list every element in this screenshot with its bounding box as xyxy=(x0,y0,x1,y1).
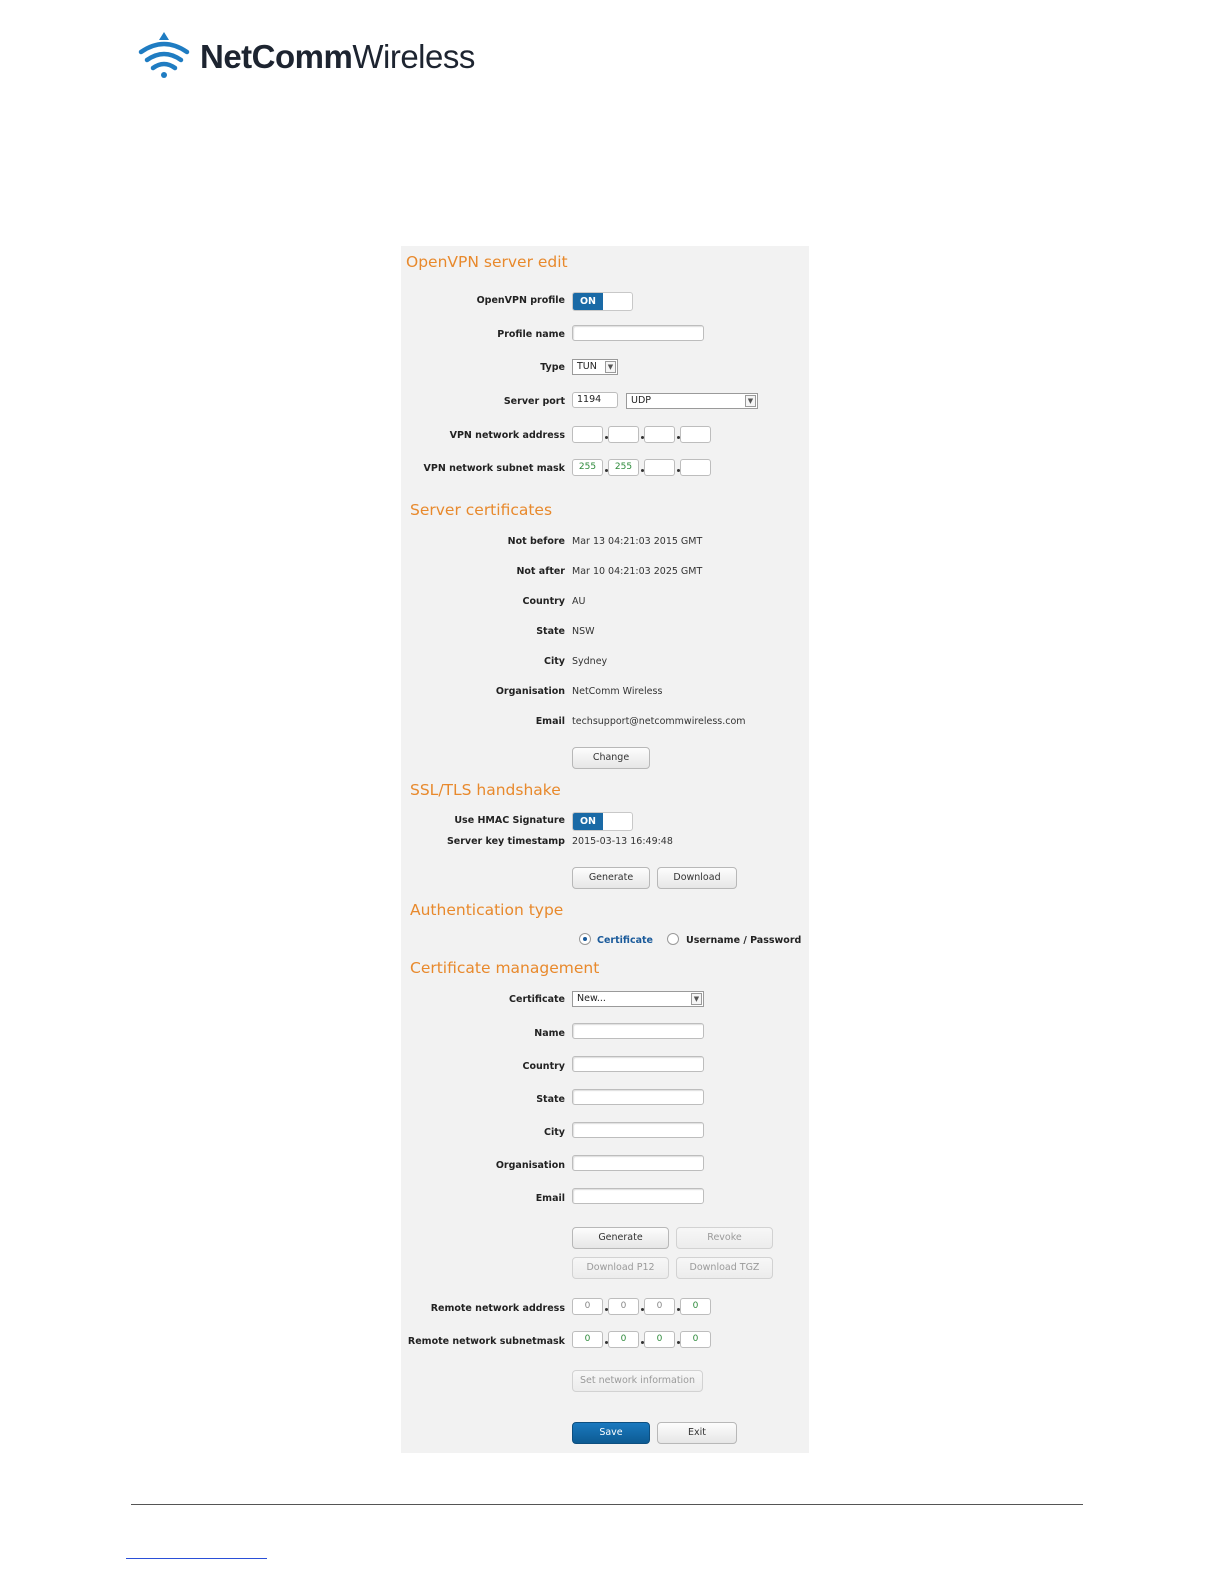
cert-organisation-input[interactable] xyxy=(572,1155,704,1171)
openvpn-profile-label: OpenVPN profile xyxy=(476,295,565,306)
cert-email-label: Email xyxy=(535,1193,565,1204)
remote-address-octet-2[interactable]: 0 xyxy=(608,1298,639,1315)
change-button[interactable]: Change xyxy=(572,747,650,769)
vpn-mask-octet-4[interactable] xyxy=(680,459,711,476)
vpn-address-octet-4[interactable] xyxy=(680,426,711,443)
organisation-label: Organisation xyxy=(495,686,565,697)
cert-city-input[interactable] xyxy=(572,1122,704,1138)
brand-name: NetCommWireless xyxy=(200,38,475,75)
cert-organisation-label: Organisation xyxy=(495,1160,565,1171)
not-before-label: Not before xyxy=(507,536,565,547)
type-select[interactable]: TUN ▼ xyxy=(572,359,618,375)
email-value: techsupport@netcommwireless.com xyxy=(572,716,746,727)
vpn-address-octet-3[interactable] xyxy=(644,426,675,443)
country-label: Country xyxy=(522,596,565,607)
city-label: City xyxy=(544,656,565,667)
hmac-signature-label: Use HMAC Signature xyxy=(454,815,565,826)
vpn-mask-octet-1[interactable]: 255 xyxy=(572,459,603,476)
email-label: Email xyxy=(535,716,565,727)
protocol-select[interactable]: UDP ▼ xyxy=(626,393,758,409)
not-after-label: Not after xyxy=(516,566,565,577)
vpn-subnet-mask-label: VPN network subnet mask xyxy=(423,463,565,474)
cert-state-input[interactable] xyxy=(572,1089,704,1105)
radio-username-password-label: Username / Password xyxy=(686,935,802,946)
vpn-address-octet-2[interactable] xyxy=(608,426,639,443)
profile-name-label: Profile name xyxy=(497,329,565,340)
state-label: State xyxy=(536,626,565,637)
cert-city-label: City xyxy=(544,1127,565,1138)
certificate-select[interactable]: New... ▼ xyxy=(572,991,704,1007)
server-port-input[interactable]: 1194 xyxy=(572,392,618,408)
revoke-button[interactable]: Revoke xyxy=(676,1227,773,1249)
vpn-mask-octet-2[interactable]: 255 xyxy=(608,459,639,476)
state-value: NSW xyxy=(572,626,595,637)
cert-country-input[interactable] xyxy=(572,1056,704,1072)
not-before-value: Mar 13 04:21:03 2015 GMT xyxy=(572,536,703,547)
server-key-timestamp-value: 2015-03-13 16:49:48 xyxy=(572,836,673,847)
remote-network-address-label: Remote network address xyxy=(430,1303,565,1314)
remote-mask-octet-3[interactable]: 0 xyxy=(644,1331,675,1348)
footer-link-underline xyxy=(126,1558,267,1559)
chevron-down-icon: ▼ xyxy=(745,395,756,407)
not-after-value: Mar 10 04:21:03 2025 GMT xyxy=(572,566,703,577)
wifi-logo-icon xyxy=(136,30,192,80)
set-network-information-button[interactable]: Set network information xyxy=(572,1370,703,1392)
cert-name-input[interactable] xyxy=(572,1023,704,1039)
download-key-button[interactable]: Download xyxy=(657,867,737,889)
server-key-timestamp-label: Server key timestamp xyxy=(446,836,565,847)
remote-mask-octet-1[interactable]: 0 xyxy=(572,1331,603,1348)
remote-address-octet-1[interactable]: 0 xyxy=(572,1298,603,1315)
type-label: Type xyxy=(540,362,565,373)
cert-country-label: Country xyxy=(522,1061,565,1072)
remote-network-subnetmask-label: Remote network subnetmask xyxy=(407,1336,565,1347)
remote-address-octet-4[interactable]: 0 xyxy=(680,1298,711,1315)
save-button[interactable]: Save xyxy=(572,1422,650,1444)
generate-key-button[interactable]: Generate xyxy=(572,867,650,889)
radio-username-password[interactable] xyxy=(667,933,679,945)
download-p12-button[interactable]: Download P12 xyxy=(572,1257,669,1279)
exit-button[interactable]: Exit xyxy=(657,1422,737,1444)
organisation-value: NetComm Wireless xyxy=(572,686,663,697)
remote-address-octet-3[interactable]: 0 xyxy=(644,1298,675,1315)
city-value: Sydney xyxy=(572,656,608,667)
hmac-signature-toggle[interactable]: ON xyxy=(572,812,633,831)
remote-mask-octet-2[interactable]: 0 xyxy=(608,1331,639,1348)
vpn-mask-octet-3[interactable] xyxy=(644,459,675,476)
profile-name-input[interactable] xyxy=(572,325,704,341)
vpn-address-octet-1[interactable] xyxy=(572,426,603,443)
certificate-label: Certificate xyxy=(509,994,565,1005)
section-title-openvpn-server-edit: OpenVPN server edit xyxy=(406,253,568,271)
chevron-down-icon: ▼ xyxy=(605,361,616,373)
section-title-ssl-tls-handshake: SSL/TLS handshake xyxy=(410,781,561,799)
footer-divider xyxy=(131,1504,1083,1505)
cert-email-input[interactable] xyxy=(572,1188,704,1204)
openvpn-server-edit-panel xyxy=(401,246,809,1453)
download-tgz-button[interactable]: Download TGZ xyxy=(676,1257,773,1279)
radio-certificate-label: Certificate xyxy=(597,935,653,946)
vpn-network-address-label: VPN network address xyxy=(449,430,565,441)
generate-certificate-button[interactable]: Generate xyxy=(572,1227,669,1249)
section-title-server-certificates: Server certificates xyxy=(410,501,553,519)
section-title-certificate-management: Certificate management xyxy=(410,959,600,977)
server-port-label: Server port xyxy=(503,396,565,407)
remote-mask-octet-4[interactable]: 0 xyxy=(680,1331,711,1348)
chevron-down-icon: ▼ xyxy=(691,993,702,1005)
country-value: AU xyxy=(572,596,586,607)
cert-state-label: State xyxy=(536,1094,565,1105)
section-title-authentication-type: Authentication type xyxy=(410,901,564,919)
openvpn-profile-toggle[interactable]: ON xyxy=(572,292,633,311)
radio-certificate[interactable] xyxy=(579,933,591,945)
cert-name-label: Name xyxy=(534,1028,565,1039)
